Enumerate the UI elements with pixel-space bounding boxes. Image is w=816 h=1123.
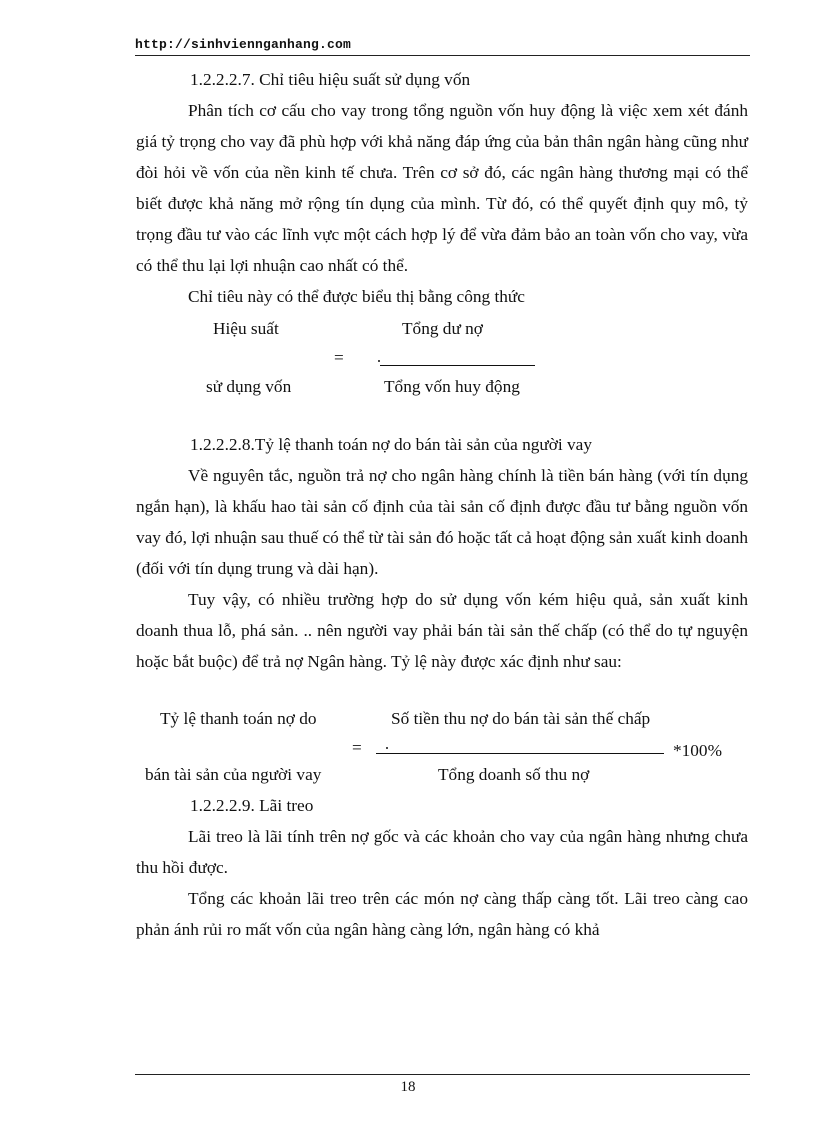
- paragraph: Về nguyên tắc, nguồn trả nợ cho ngân hàng chính là tiền bán hàng (với tín dụng ngắn hạn), là khấu hao tài sản cố định của tài sản cố định được đầu tư bằng nguồn vốn vay đó, lợi nhuận sau thuế có thể từ tài sản đó hoặc tất cả hoạt động sản xuất kinh doanh (đối với tín dụng trung và dài hạn).: [136, 466, 748, 578]
- fraction-bar: [376, 753, 664, 754]
- formula-lhs-bottom: sử dụng vốn: [206, 377, 292, 396]
- formula-multiplier: *100%: [673, 741, 722, 760]
- section-heading-1-2-2-2-9: 1.2.2.2.9. Lãi treo: [190, 796, 314, 815]
- formula-denominator: Tổng vốn huy động: [384, 377, 520, 396]
- fraction-bar: [380, 365, 535, 366]
- paragraph: Chỉ tiêu này có thể được biểu thị bằng công thức: [188, 287, 525, 306]
- paragraph: Tuy vậy, có nhiều trường hợp do sử dụng vốn kém hiệu quả, sản xuất kinh doanh thua lỗ, phá sản. .. nên người vay phải bán tài sản thế chấp (có thể do tự nguyện hoặc bắt buộc) để trả nợ Ngân hàng. Tỷ lệ này được xác định như sau:: [136, 590, 748, 671]
- formula-numerator: Tổng dư nợ: [402, 319, 483, 338]
- formula-dot: [386, 747, 388, 749]
- header-rule: [135, 55, 750, 56]
- footer-rule: [135, 1074, 750, 1075]
- formula-lhs-bottom: bán tài sản của người vay: [145, 765, 322, 784]
- paragraph: Phân tích cơ cấu cho vay trong tổng nguồn vốn huy động là việc xem xét đánh giá tỷ trọng cho vay đã phù hợp với khả năng đáp ứng của bản thân ngân hàng cũng như đòi hỏi về vốn của nền kinh tế chưa. Trên cơ sở đó, các ngân hàng thương mại có thể biết được khả năng mở rộng tín dụng của mình. Từ đó, có thể quyết định quy mô, tỷ trọng đầu tư vào các lĩnh vực một cách hợp lý để vừa đảm bảo an toàn vốn cho vay, vừa có thể thu lại lợi nhuận cao nhất có thể.: [136, 101, 748, 275]
- page-number: 18: [400, 1079, 416, 1095]
- paragraph: Lãi treo là lãi tính trên nợ gốc và các khoản cho vay của ngân hàng nhưng chưa thu hồi được.: [136, 827, 748, 877]
- formula-dot: [378, 360, 380, 362]
- formula-equals-sign: =: [334, 348, 344, 367]
- formula-ty-le-thanh-toan-no: [136, 677, 748, 790]
- formula-denominator: Tổng doanh số thu nợ: [438, 765, 590, 784]
- formula-lhs-top: Tỷ lệ thanh toán nợ do: [160, 709, 317, 728]
- formula-lhs-top: Hiệu suất: [213, 319, 279, 338]
- formula-hieu-suat-su-dung-von: [136, 312, 748, 429]
- paragraph: Tổng các khoản lãi treo trên các món nợ càng thấp càng tốt. Lãi treo càng cao phản ánh rủi ro mất vốn của ngân hàng càng lớn, ngân hàng có khả: [136, 889, 748, 939]
- header-url: http://sinhviennganhang.com: [135, 37, 352, 52]
- formula-numerator: Số tiền thu nợ do bán tài sản thế chấp: [391, 709, 651, 728]
- formula-equals-sign: =: [352, 738, 362, 757]
- section-heading-1-2-2-2-7: 1.2.2.2.7. Chỉ tiêu hiệu suất sử dụng vốn: [190, 70, 471, 89]
- page-body: [136, 64, 748, 945]
- section-heading-1-2-2-2-8: 1.2.2.2.8.Tỷ lệ thanh toán nợ do bán tài sản của người vay: [190, 435, 592, 454]
